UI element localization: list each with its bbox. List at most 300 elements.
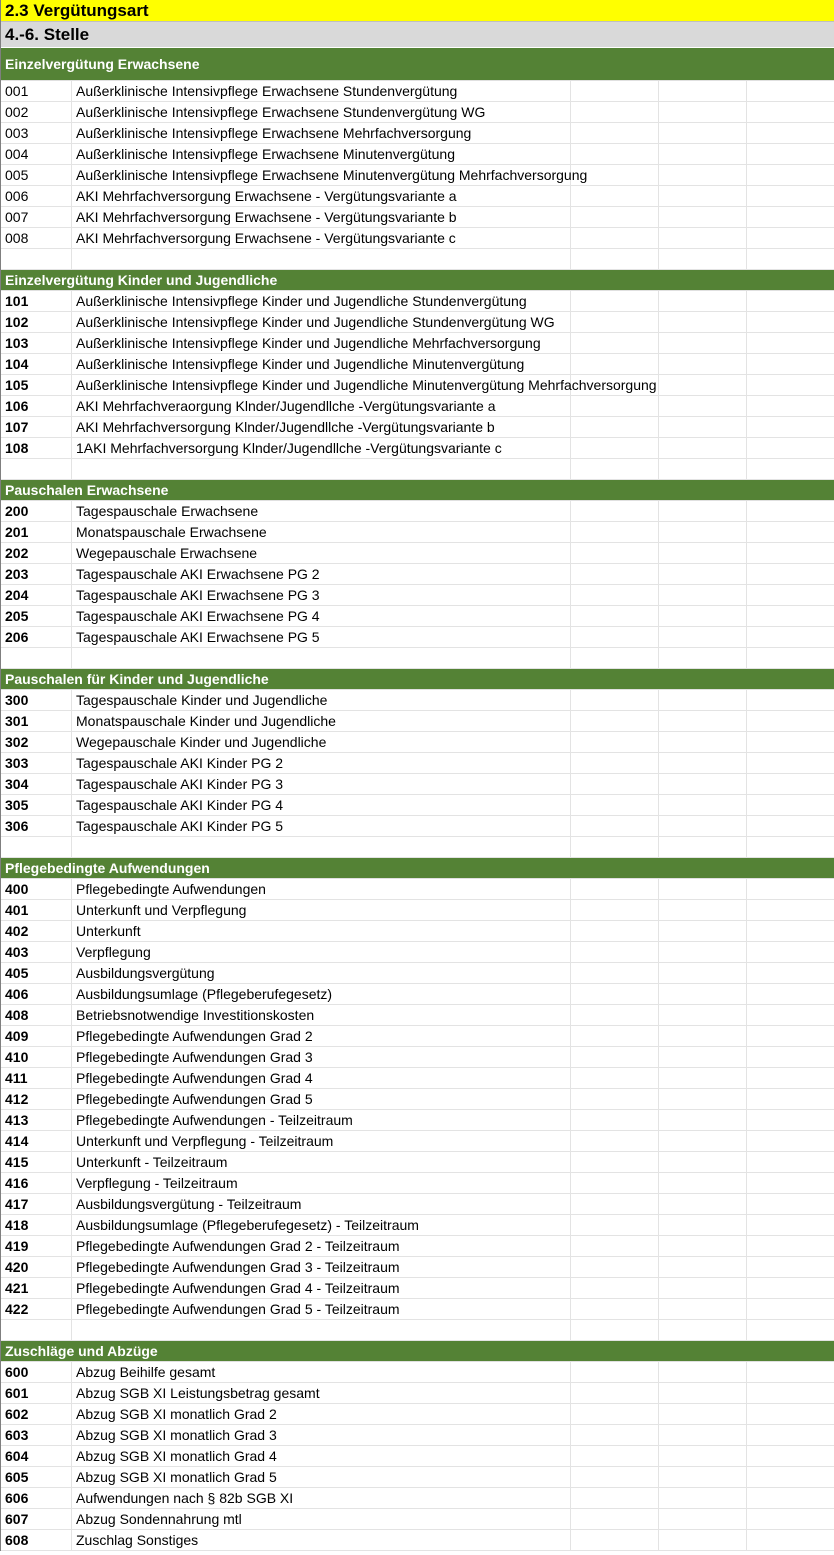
empty-cell[interactable]: [747, 1089, 834, 1109]
description-cell[interactable]: Pflegebedingte Aufwendungen Grad 5 - Teilzeitraum: [72, 1299, 571, 1319]
empty-cell[interactable]: [571, 1446, 659, 1466]
code-cell[interactable]: 417: [1, 1194, 72, 1214]
code-cell[interactable]: 103: [1, 333, 72, 353]
section-header[interactable]: Pauschalen für Kinder und Jugendliche: [1, 669, 834, 690]
code-cell[interactable]: 206: [1, 627, 72, 647]
empty-cell[interactable]: [571, 312, 659, 332]
code-cell[interactable]: 604: [1, 1446, 72, 1466]
empty-cell[interactable]: [571, 984, 659, 1004]
empty-cell[interactable]: [747, 438, 834, 458]
empty-cell[interactable]: [747, 417, 834, 437]
empty-cell[interactable]: [747, 375, 834, 395]
code-cell[interactable]: 201: [1, 522, 72, 542]
description-cell[interactable]: Unterkunft: [72, 921, 571, 941]
code-cell[interactable]: 203: [1, 564, 72, 584]
empty-cell[interactable]: [571, 1173, 659, 1193]
description-cell[interactable]: Pflegebedingte Aufwendungen Grad 2: [72, 1026, 571, 1046]
description-cell[interactable]: Aufwendungen nach § 82b SGB XI: [72, 1488, 571, 1508]
code-cell[interactable]: 412: [1, 1089, 72, 1109]
empty-cell[interactable]: [659, 1299, 747, 1319]
description-cell[interactable]: Abzug SGB XI monatlich Grad 2: [72, 1404, 571, 1424]
empty-cell[interactable]: [747, 1173, 834, 1193]
empty-cell[interactable]: [571, 921, 659, 941]
empty-cell[interactable]: [659, 1110, 747, 1130]
description-cell[interactable]: Pflegebedingte Aufwendungen: [72, 879, 571, 899]
empty-cell[interactable]: [659, 1194, 747, 1214]
description-cell[interactable]: Tagespauschale AKI Erwachsene PG 3: [72, 585, 571, 605]
empty-cell[interactable]: [747, 1026, 834, 1046]
empty-cell[interactable]: [571, 1257, 659, 1277]
empty-cell[interactable]: [747, 81, 834, 101]
description-cell[interactable]: Außerklinische Intensivpflege Erwachsene Stundenvergütung WG: [72, 102, 571, 122]
description-cell[interactable]: AKI Mehrfachversorgung Erwachsene - Vergütungsvariante a: [72, 186, 571, 206]
empty-cell[interactable]: [747, 1488, 834, 1508]
empty-cell[interactable]: [571, 501, 659, 521]
section-header[interactable]: Einzelvergütung Kinder und Jugendliche: [1, 270, 834, 291]
empty-cell[interactable]: [659, 1530, 747, 1550]
empty-cell[interactable]: [659, 522, 747, 542]
description-cell[interactable]: Betriebsnotwendige Investitionskosten: [72, 1005, 571, 1025]
description-cell[interactable]: Tagespauschale Kinder und Jugendliche: [72, 690, 571, 710]
description-cell[interactable]: 1AKI Mehrfachversorgung Klnder/Jugendllche -Vergütungsvariante c: [72, 438, 571, 458]
empty-cell[interactable]: [659, 102, 747, 122]
empty-cell[interactable]: [659, 1488, 747, 1508]
description-cell[interactable]: [72, 837, 571, 857]
empty-cell[interactable]: [659, 543, 747, 563]
empty-cell[interactable]: [571, 816, 659, 836]
empty-cell[interactable]: [747, 606, 834, 626]
code-cell[interactable]: [1, 459, 72, 479]
empty-cell[interactable]: [747, 711, 834, 731]
empty-cell[interactable]: [571, 1068, 659, 1088]
empty-cell[interactable]: [747, 837, 834, 857]
code-cell[interactable]: 603: [1, 1425, 72, 1445]
empty-cell[interactable]: [747, 963, 834, 983]
empty-cell[interactable]: [571, 606, 659, 626]
empty-cell[interactable]: [571, 81, 659, 101]
empty-cell[interactable]: [571, 963, 659, 983]
empty-cell[interactable]: [571, 291, 659, 311]
code-cell[interactable]: 006: [1, 186, 72, 206]
empty-cell[interactable]: [571, 795, 659, 815]
empty-cell[interactable]: [571, 732, 659, 752]
code-cell[interactable]: 608: [1, 1530, 72, 1550]
empty-cell[interactable]: [659, 1068, 747, 1088]
empty-cell[interactable]: [747, 249, 834, 269]
description-cell[interactable]: Wegepauschale Erwachsene: [72, 543, 571, 563]
code-cell[interactable]: 106: [1, 396, 72, 416]
empty-cell[interactable]: [659, 1404, 747, 1424]
empty-cell[interactable]: [659, 417, 747, 437]
description-cell[interactable]: Pflegebedingte Aufwendungen Grad 2 - Teilzeitraum: [72, 1236, 571, 1256]
code-cell[interactable]: 418: [1, 1215, 72, 1235]
description-cell[interactable]: Tagespauschale AKI Kinder PG 5: [72, 816, 571, 836]
code-cell[interactable]: 301: [1, 711, 72, 731]
section-header[interactable]: Einzelvergütung Erwachsene: [1, 48, 834, 81]
empty-cell[interactable]: [659, 438, 747, 458]
description-cell[interactable]: AKI Mehrfachversorgung Erwachsene - Vergütungsvariante b: [72, 207, 571, 227]
code-cell[interactable]: 104: [1, 354, 72, 374]
empty-cell[interactable]: [747, 291, 834, 311]
empty-cell[interactable]: [659, 186, 747, 206]
empty-cell[interactable]: [747, 102, 834, 122]
empty-cell[interactable]: [659, 1425, 747, 1445]
code-cell[interactable]: 607: [1, 1509, 72, 1529]
section-header[interactable]: Zuschläge und Abzüge: [1, 1341, 834, 1362]
empty-cell[interactable]: [747, 774, 834, 794]
code-cell[interactable]: 413: [1, 1110, 72, 1130]
code-cell[interactable]: [1, 837, 72, 857]
empty-cell[interactable]: [659, 1383, 747, 1403]
description-cell[interactable]: Außerklinische Intensivpflege Erwachsene Minutenvergütung Mehrfachversorgung: [72, 165, 571, 185]
description-cell[interactable]: Tagespauschale AKI Erwachsene PG 2: [72, 564, 571, 584]
description-cell[interactable]: Abzug SGB XI Leistungsbetrag gesamt: [72, 1383, 571, 1403]
empty-cell[interactable]: [747, 1383, 834, 1403]
description-cell[interactable]: Ausbildungsvergütung: [72, 963, 571, 983]
empty-cell[interactable]: [571, 837, 659, 857]
description-cell[interactable]: [72, 249, 571, 269]
empty-cell[interactable]: [659, 1026, 747, 1046]
empty-cell[interactable]: [659, 816, 747, 836]
empty-cell[interactable]: [571, 417, 659, 437]
code-cell[interactable]: 406: [1, 984, 72, 1004]
sheet-title[interactable]: 2.3 Vergütungsart: [1, 0, 834, 22]
empty-cell[interactable]: [659, 627, 747, 647]
empty-cell[interactable]: [747, 690, 834, 710]
description-cell[interactable]: Abzug SGB XI monatlich Grad 3: [72, 1425, 571, 1445]
code-cell[interactable]: 001: [1, 81, 72, 101]
description-cell[interactable]: Außerklinische Intensivpflege Kinder und Jugendliche Mehrfachversorgung: [72, 333, 571, 353]
empty-cell[interactable]: [747, 1467, 834, 1487]
empty-cell[interactable]: [659, 1467, 747, 1487]
empty-cell[interactable]: [571, 102, 659, 122]
code-cell[interactable]: 005: [1, 165, 72, 185]
description-cell[interactable]: Außerklinische Intensivpflege Kinder und Jugendliche Minutenvergütung: [72, 354, 571, 374]
description-cell[interactable]: Pflegebedingte Aufwendungen Grad 3: [72, 1047, 571, 1067]
description-cell[interactable]: AKI Mehrfachversorgung Klnder/Jugendllche -Vergütungsvariante b: [72, 417, 571, 437]
description-cell[interactable]: Tagespauschale AKI Kinder PG 3: [72, 774, 571, 794]
empty-cell[interactable]: [747, 123, 834, 143]
empty-cell[interactable]: [747, 921, 834, 941]
code-cell[interactable]: 605: [1, 1467, 72, 1487]
empty-cell[interactable]: [747, 459, 834, 479]
empty-cell[interactable]: [747, 795, 834, 815]
code-cell[interactable]: 108: [1, 438, 72, 458]
empty-cell[interactable]: [571, 774, 659, 794]
empty-cell[interactable]: [571, 1467, 659, 1487]
empty-cell[interactable]: [659, 1131, 747, 1151]
empty-cell[interactable]: [571, 396, 659, 416]
empty-cell[interactable]: [747, 1320, 834, 1340]
empty-cell[interactable]: [747, 333, 834, 353]
code-cell[interactable]: 205: [1, 606, 72, 626]
empty-cell[interactable]: [571, 1404, 659, 1424]
empty-cell[interactable]: [659, 228, 747, 248]
empty-cell[interactable]: [659, 921, 747, 941]
empty-cell[interactable]: [571, 123, 659, 143]
empty-cell[interactable]: [571, 648, 659, 668]
description-cell[interactable]: Abzug Sondennahrung mtl: [72, 1509, 571, 1529]
description-cell[interactable]: Außerklinische Intensivpflege Erwachsene Mehrfachversorgung: [72, 123, 571, 143]
empty-cell[interactable]: [747, 585, 834, 605]
code-cell[interactable]: 602: [1, 1404, 72, 1424]
description-cell[interactable]: Verpflegung: [72, 942, 571, 962]
code-cell[interactable]: 405: [1, 963, 72, 983]
description-cell[interactable]: Wegepauschale Kinder und Jugendliche: [72, 732, 571, 752]
description-cell[interactable]: Abzug Beihilfe gesamt: [72, 1362, 571, 1382]
empty-cell[interactable]: [571, 1131, 659, 1151]
code-cell[interactable]: 601: [1, 1383, 72, 1403]
empty-cell[interactable]: [571, 1299, 659, 1319]
empty-cell[interactable]: [747, 522, 834, 542]
empty-cell[interactable]: [571, 207, 659, 227]
empty-cell[interactable]: [659, 207, 747, 227]
empty-cell[interactable]: [659, 837, 747, 857]
empty-cell[interactable]: [747, 648, 834, 668]
empty-cell[interactable]: [571, 144, 659, 164]
code-cell[interactable]: 414: [1, 1131, 72, 1151]
empty-cell[interactable]: [659, 984, 747, 1004]
description-cell[interactable]: AKI Mehrfachveraorgung Klnder/Jugendllche -Vergütungsvariante a: [72, 396, 571, 416]
code-cell[interactable]: 421: [1, 1278, 72, 1298]
description-cell[interactable]: Ausbildungsvergütung - Teilzeitraum: [72, 1194, 571, 1214]
empty-cell[interactable]: [659, 375, 747, 395]
code-cell[interactable]: 105: [1, 375, 72, 395]
empty-cell[interactable]: [747, 1257, 834, 1277]
empty-cell[interactable]: [659, 753, 747, 773]
empty-cell[interactable]: [571, 1026, 659, 1046]
empty-cell[interactable]: [571, 585, 659, 605]
empty-cell[interactable]: [659, 333, 747, 353]
empty-cell[interactable]: [571, 249, 659, 269]
description-cell[interactable]: Tagespauschale AKI Erwachsene PG 4: [72, 606, 571, 626]
description-cell[interactable]: Pflegebedingte Aufwendungen Grad 3 - Teilzeitraum: [72, 1257, 571, 1277]
description-cell[interactable]: AKI Mehrfachversorgung Erwachsene - Vergütungsvariante c: [72, 228, 571, 248]
empty-cell[interactable]: [747, 1404, 834, 1424]
empty-cell[interactable]: [659, 942, 747, 962]
empty-cell[interactable]: [747, 165, 834, 185]
description-cell[interactable]: [72, 459, 571, 479]
code-cell[interactable]: 007: [1, 207, 72, 227]
empty-cell[interactable]: [659, 1215, 747, 1235]
description-cell[interactable]: Abzug SGB XI monatlich Grad 5: [72, 1467, 571, 1487]
code-cell[interactable]: 403: [1, 942, 72, 962]
code-cell[interactable]: 401: [1, 900, 72, 920]
empty-cell[interactable]: [659, 1005, 747, 1025]
empty-cell[interactable]: [747, 312, 834, 332]
description-cell[interactable]: Pflegebedingte Aufwendungen Grad 5: [72, 1089, 571, 1109]
empty-cell[interactable]: [659, 606, 747, 626]
description-cell[interactable]: Abzug SGB XI monatlich Grad 4: [72, 1446, 571, 1466]
empty-cell[interactable]: [747, 186, 834, 206]
empty-cell[interactable]: [571, 1509, 659, 1529]
code-cell[interactable]: 411: [1, 1068, 72, 1088]
empty-cell[interactable]: [747, 354, 834, 374]
empty-cell[interactable]: [571, 228, 659, 248]
empty-cell[interactable]: [659, 501, 747, 521]
empty-cell[interactable]: [747, 984, 834, 1004]
empty-cell[interactable]: [747, 732, 834, 752]
code-cell[interactable]: 409: [1, 1026, 72, 1046]
empty-cell[interactable]: [571, 1278, 659, 1298]
empty-cell[interactable]: [747, 879, 834, 899]
empty-cell[interactable]: [659, 165, 747, 185]
description-cell[interactable]: Pflegebedingte Aufwendungen - Teilzeitraum: [72, 1110, 571, 1130]
empty-cell[interactable]: [571, 333, 659, 353]
code-cell[interactable]: 402: [1, 921, 72, 941]
section-header[interactable]: Pflegebedingte Aufwendungen: [1, 858, 834, 879]
description-cell[interactable]: Tagespauschale AKI Erwachsene PG 5: [72, 627, 571, 647]
code-cell[interactable]: 102: [1, 312, 72, 332]
code-cell[interactable]: 304: [1, 774, 72, 794]
empty-cell[interactable]: [571, 1488, 659, 1508]
empty-cell[interactable]: [747, 1530, 834, 1550]
description-cell[interactable]: [72, 1320, 571, 1340]
empty-cell[interactable]: [659, 690, 747, 710]
code-cell[interactable]: 416: [1, 1173, 72, 1193]
description-cell[interactable]: Unterkunft und Verpflegung: [72, 900, 571, 920]
empty-cell[interactable]: [571, 543, 659, 563]
empty-cell[interactable]: [747, 1446, 834, 1466]
description-cell[interactable]: Außerklinische Intensivpflege Erwachsene Stundenvergütung: [72, 81, 571, 101]
code-cell[interactable]: 300: [1, 690, 72, 710]
empty-cell[interactable]: [659, 1173, 747, 1193]
code-cell[interactable]: 002: [1, 102, 72, 122]
empty-cell[interactable]: [571, 1215, 659, 1235]
description-cell[interactable]: Zuschlag Sonstiges: [72, 1530, 571, 1550]
empty-cell[interactable]: [571, 1110, 659, 1130]
empty-cell[interactable]: [747, 543, 834, 563]
code-cell[interactable]: 600: [1, 1362, 72, 1382]
empty-cell[interactable]: [747, 564, 834, 584]
empty-cell[interactable]: [747, 1047, 834, 1067]
empty-cell[interactable]: [659, 879, 747, 899]
empty-cell[interactable]: [659, 1362, 747, 1382]
empty-cell[interactable]: [747, 627, 834, 647]
code-cell[interactable]: 415: [1, 1152, 72, 1172]
empty-cell[interactable]: [659, 123, 747, 143]
empty-cell[interactable]: [747, 1110, 834, 1130]
description-cell[interactable]: Monatspauschale Erwachsene: [72, 522, 571, 542]
empty-cell[interactable]: [747, 1005, 834, 1025]
empty-cell[interactable]: [571, 711, 659, 731]
empty-cell[interactable]: [659, 354, 747, 374]
empty-cell[interactable]: [659, 1047, 747, 1067]
empty-cell[interactable]: [571, 1236, 659, 1256]
empty-cell[interactable]: [659, 1320, 747, 1340]
empty-cell[interactable]: [747, 900, 834, 920]
description-cell[interactable]: Außerklinische Intensivpflege Erwachsene Minutenvergütung: [72, 144, 571, 164]
empty-cell[interactable]: [571, 1194, 659, 1214]
empty-cell[interactable]: [571, 459, 659, 479]
empty-cell[interactable]: [747, 1278, 834, 1298]
description-cell[interactable]: Tagespauschale AKI Kinder PG 2: [72, 753, 571, 773]
empty-cell[interactable]: [571, 438, 659, 458]
code-cell[interactable]: 408: [1, 1005, 72, 1025]
empty-cell[interactable]: [571, 690, 659, 710]
empty-cell[interactable]: [571, 900, 659, 920]
empty-cell[interactable]: [659, 585, 747, 605]
description-cell[interactable]: Ausbildungsumlage (Pflegeberufegesetz): [72, 984, 571, 1004]
empty-cell[interactable]: [571, 186, 659, 206]
empty-cell[interactable]: [747, 1362, 834, 1382]
empty-cell[interactable]: [747, 753, 834, 773]
code-cell[interactable]: [1, 249, 72, 269]
description-cell[interactable]: Außerklinische Intensivpflege Kinder und Jugendliche Stundenvergütung: [72, 291, 571, 311]
empty-cell[interactable]: [659, 1509, 747, 1529]
code-cell[interactable]: 107: [1, 417, 72, 437]
empty-cell[interactable]: [659, 900, 747, 920]
empty-cell[interactable]: [659, 1236, 747, 1256]
section-header[interactable]: Pauschalen Erwachsene: [1, 480, 834, 501]
empty-cell[interactable]: [659, 732, 747, 752]
description-cell[interactable]: Pflegebedingte Aufwendungen Grad 4 - Teilzeitraum: [72, 1278, 571, 1298]
empty-cell[interactable]: [747, 1236, 834, 1256]
empty-cell[interactable]: [659, 1278, 747, 1298]
code-cell[interactable]: 305: [1, 795, 72, 815]
empty-cell[interactable]: [659, 564, 747, 584]
code-cell[interactable]: 200: [1, 501, 72, 521]
code-cell[interactable]: 410: [1, 1047, 72, 1067]
empty-cell[interactable]: [659, 81, 747, 101]
empty-cell[interactable]: [747, 1425, 834, 1445]
code-cell[interactable]: 420: [1, 1257, 72, 1277]
description-cell[interactable]: Tagespauschale Erwachsene: [72, 501, 571, 521]
description-cell[interactable]: Unterkunft und Verpflegung - Teilzeitraum: [72, 1131, 571, 1151]
code-cell[interactable]: [1, 648, 72, 668]
empty-cell[interactable]: [747, 816, 834, 836]
empty-cell[interactable]: [571, 1152, 659, 1172]
sheet-subtitle[interactable]: 4.-6. Stelle: [1, 22, 834, 48]
empty-cell[interactable]: [659, 1257, 747, 1277]
empty-cell[interactable]: [571, 1362, 659, 1382]
empty-cell[interactable]: [747, 1509, 834, 1529]
description-cell[interactable]: Pflegebedingte Aufwendungen Grad 4: [72, 1068, 571, 1088]
empty-cell[interactable]: [571, 753, 659, 773]
empty-cell[interactable]: [659, 1089, 747, 1109]
empty-cell[interactable]: [747, 501, 834, 521]
empty-cell[interactable]: [747, 1194, 834, 1214]
empty-cell[interactable]: [659, 648, 747, 668]
empty-cell[interactable]: [571, 1425, 659, 1445]
code-cell[interactable]: 606: [1, 1488, 72, 1508]
empty-cell[interactable]: [571, 942, 659, 962]
empty-cell[interactable]: [571, 165, 659, 185]
description-cell[interactable]: [72, 648, 571, 668]
code-cell[interactable]: 422: [1, 1299, 72, 1319]
description-cell[interactable]: Tagespauschale AKI Kinder PG 4: [72, 795, 571, 815]
code-cell[interactable]: 202: [1, 543, 72, 563]
empty-cell[interactable]: [659, 144, 747, 164]
empty-cell[interactable]: [747, 1131, 834, 1151]
empty-cell[interactable]: [659, 774, 747, 794]
empty-cell[interactable]: [659, 312, 747, 332]
empty-cell[interactable]: [747, 1068, 834, 1088]
description-cell[interactable]: Ausbildungsumlage (Pflegeberufegesetz) - Teilzeitraum: [72, 1215, 571, 1235]
code-cell[interactable]: 008: [1, 228, 72, 248]
empty-cell[interactable]: [659, 1152, 747, 1172]
empty-cell[interactable]: [747, 228, 834, 248]
empty-cell[interactable]: [571, 1530, 659, 1550]
code-cell[interactable]: 303: [1, 753, 72, 773]
code-cell[interactable]: 101: [1, 291, 72, 311]
code-cell[interactable]: 204: [1, 585, 72, 605]
empty-cell[interactable]: [659, 459, 747, 479]
code-cell[interactable]: 004: [1, 144, 72, 164]
empty-cell[interactable]: [571, 879, 659, 899]
empty-cell[interactable]: [571, 1047, 659, 1067]
empty-cell[interactable]: [659, 795, 747, 815]
